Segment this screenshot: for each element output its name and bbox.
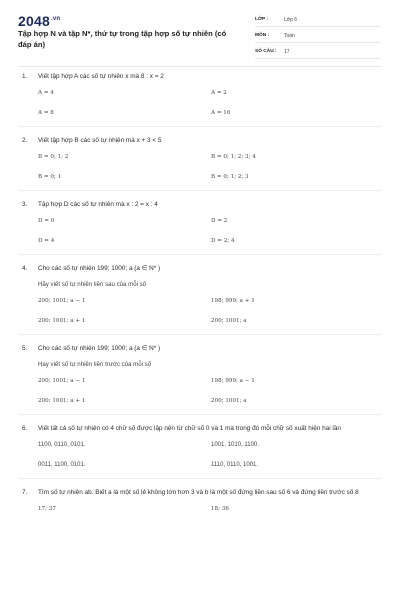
- answer-options: [0, 505, 400, 514]
- answer-option[interactable]: B = 0; 1: [38, 174, 62, 180]
- question-6: [0, 424, 400, 479]
- question-instruction: Hãy viết số tự nhiên liền sau của mỗi số: [38, 281, 147, 288]
- answer-option[interactable]: A = 16: [211, 110, 231, 116]
- answer-option[interactable]: 1100, 0110, 0101.: [38, 442, 86, 448]
- question-text: 6. Viết tất cả số tự nhiên có 4 chữ số được lập nên từ chữ số 0 và 1 mà trong đó mỗi chữ số xuất hiện hai lần: [22, 425, 341, 432]
- question-divider: [18, 334, 382, 335]
- answer-option[interactable]: 200; 1001; a + 1: [38, 318, 86, 324]
- question-1: [0, 72, 400, 127]
- question-5: [0, 344, 400, 415]
- answer-options: [0, 89, 400, 118]
- answer-option[interactable]: A = 2: [211, 90, 227, 96]
- meta-value: Lớp 6: [284, 16, 298, 23]
- answer-options: [0, 377, 400, 406]
- answer-option[interactable]: A = 4: [38, 90, 54, 96]
- site-logo[interactable]: $2048^{.vn}$: [18, 13, 61, 29]
- meta-value: Toán: [284, 32, 295, 39]
- question-divider: [18, 126, 382, 127]
- answer-option[interactable]: B = 0; 1; 2; 3: [211, 174, 249, 180]
- header-divider: [18, 66, 382, 67]
- question-3: [0, 200, 400, 255]
- answer-option[interactable]: 198; 999; a − 1: [211, 378, 255, 384]
- answer-options: [0, 297, 400, 326]
- question-divider: [18, 254, 382, 255]
- meta-row-subject: [255, 30, 380, 43]
- question-7: [0, 488, 400, 514]
- answer-option[interactable]: 18; 36: [211, 506, 229, 512]
- answer-option[interactable]: 17; 37: [38, 506, 56, 512]
- answer-option[interactable]: D = 2: [211, 218, 228, 224]
- answer-options: [0, 217, 400, 246]
- answer-option[interactable]: 200; 1001; a − 1: [38, 378, 86, 384]
- meta-key: MÔN :: [255, 33, 270, 39]
- question-instruction: Hay viết số tự nhiên liền trước của mỗi số: [38, 361, 152, 368]
- meta-value: 17: [284, 48, 290, 55]
- answer-option[interactable]: 200; 1001; a: [211, 318, 247, 324]
- question-2: [0, 136, 400, 191]
- answer-option[interactable]: 0011, 1100, 0101.: [38, 462, 86, 468]
- answer-option[interactable]: B = 0; 1; 2: [38, 154, 69, 160]
- answer-options: [0, 153, 400, 182]
- page-title: Tập hợp N và tập N*, thứ tự trong tập hợp số tự nhiên (có đáp án): [18, 29, 227, 49]
- answer-option[interactable]: D = 2; 4: [211, 238, 235, 244]
- meta-row-count: [255, 46, 380, 59]
- question-divider: [18, 414, 382, 415]
- page-header: [0, 0, 400, 62]
- answer-option[interactable]: B = 0; 1; 2; 3; 4: [211, 154, 256, 160]
- question-list: [0, 72, 400, 514]
- question-divider: [18, 478, 382, 479]
- answer-option[interactable]: A = 8: [38, 110, 54, 116]
- question-text: 2. Viết tập hợp B các số tự nhiên mà x + 3 < 5: [22, 137, 162, 144]
- answer-options: [0, 441, 400, 470]
- meta-key: SỐ CÂU :: [255, 49, 277, 55]
- answer-option[interactable]: D = 0: [38, 218, 55, 224]
- question-text: 5. Cho các số tự nhiên 199; 1000; a (a ∈ N* ): [22, 345, 161, 352]
- question-4: [0, 264, 400, 335]
- question-text: 1. Viết tập hợp A các số tự nhiên x mà 8 : x = 2: [22, 73, 164, 80]
- meta-panel: [255, 14, 380, 62]
- question-text: 7. Tìm số tự nhiên ab. Biết a là một số lẻ không lớn hơn 3 và b là một số đứng liền sau số 6 và đứng liền trước số 8: [22, 489, 359, 496]
- question-text: 3. Tập hợp D các số tự nhiên mà x : 2 = x : 4: [22, 201, 158, 208]
- question-divider: [18, 190, 382, 191]
- answer-option[interactable]: D = 4: [38, 238, 55, 244]
- answer-option[interactable]: 1110, 0110, 1001.: [211, 462, 259, 468]
- question-text: 4. Cho các số tự nhiên 199; 1000; a (a ∈ N* ): [22, 265, 161, 272]
- answer-option[interactable]: 198; 999; a + 1: [211, 298, 255, 304]
- answer-option[interactable]: 200; 1001; a − 1: [38, 298, 86, 304]
- meta-key: LỚP :: [255, 17, 269, 23]
- answer-option[interactable]: 1001, 1010, 1100.: [211, 442, 259, 448]
- answer-option[interactable]: 200; 1001; a + 1: [38, 398, 86, 404]
- answer-option[interactable]: 200; 1001; a: [211, 398, 247, 404]
- meta-row-grade: [255, 14, 380, 27]
